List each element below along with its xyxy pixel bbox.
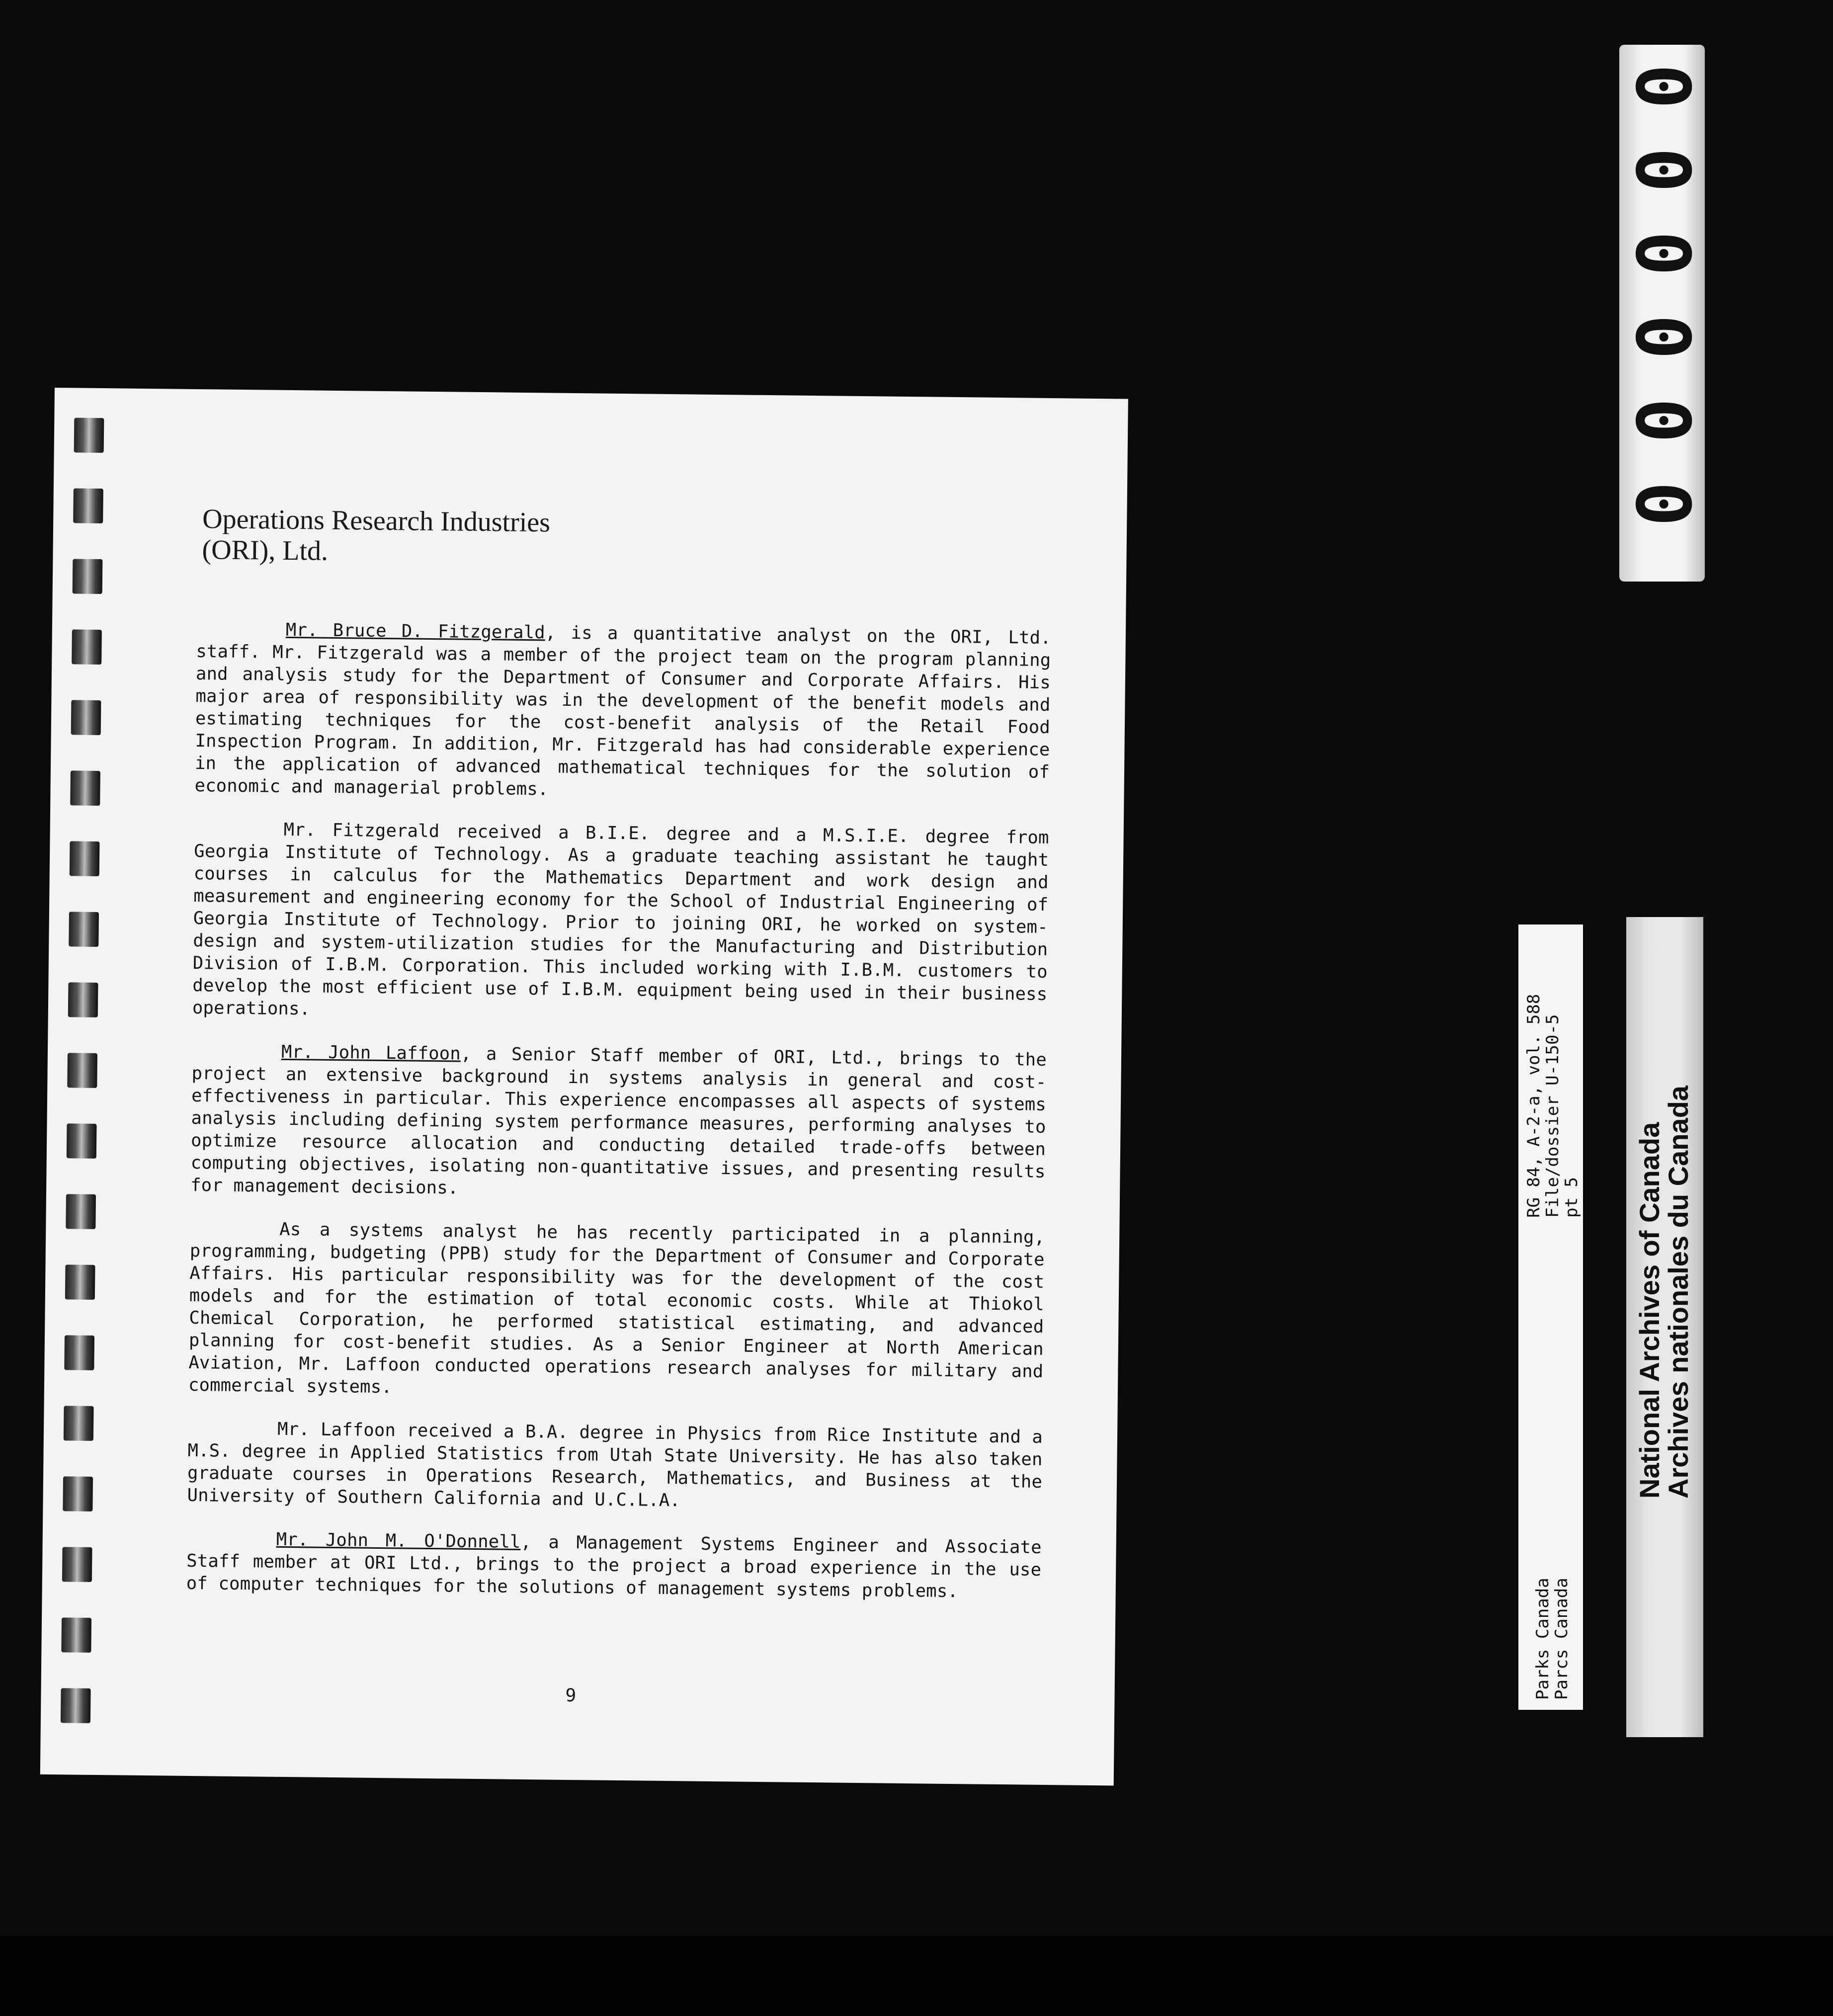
binding-coil [74, 418, 104, 453]
agency-label: Parcs Canada [1552, 1578, 1572, 1700]
person-name: Mr. John M. O'Donnell [276, 1529, 521, 1552]
paragraph-text: , is a quantitative analyst on the ORI, Ltd. staff. Mr. Fitzgerald was a member of the project team on the program planning and analysis study for the Department of Consumer and Corporate Affairs. His major area of responsibility was in the development of the benefit models and estimating techniques for the cost-benefit analysis of the Retail Food Inspection Program. In addition, Mr. Fitzgerald has had considerable experience in the application of advanced mathematical techniques for the solution of economic and managerial problems. [194, 622, 1052, 800]
paragraph [192, 818, 1049, 1028]
paragraph [187, 1417, 1043, 1515]
binding-coil [63, 1476, 93, 1512]
paragraph [190, 1040, 1047, 1205]
counter-digit: 0 [1619, 398, 1705, 443]
binding-coil [67, 1053, 97, 1088]
file-reference-line: File/dossier U-150-5 [1543, 1014, 1563, 1218]
document-page [40, 388, 1128, 1785]
paragraph-text: Mr. Laffoon received a B.A. degree in Physics from Rice Institute and a M.S. degree in Applied Statistics from Utah State University. He has also taken graduate courses in Operations Research, Mathematics, and Business at the University of Southern California and U.C.L.A. [187, 1419, 1043, 1511]
file-reference-line: RG 84, A-2-a, vol. 588 [1524, 994, 1544, 1218]
binding-coil [67, 1123, 97, 1159]
microfilm-bottom-edge [0, 1936, 1833, 2016]
binding-coil [72, 629, 102, 665]
paragraph-text: Mr. Fitzgerald received a B.I.E. degree and a M.S.I.E. degree from Georgia Institute of Technology. As a graduate teaching assistant he taught courses in calculus for the Mathematics Department and work design and measurement and engineering economy for the School of Industrial Engineering of Georgia Institute of Technology. Prior to joining ORI, he worked on system-design and system-utilization studies for the Manufacturing and Distribution Division of I.B.M. Corporation. This included working with I.B.M. customers to develop the most efficient use of I.B.M. equipment being used in their business operations. [192, 819, 1049, 1019]
archives-name: Archives nationales du Canada [1663, 1086, 1694, 1499]
binding-coil [64, 1335, 94, 1370]
binding-coil [65, 1264, 95, 1300]
paragraph [194, 618, 1051, 806]
binding-coil [73, 488, 103, 523]
spiral-binding [45, 418, 114, 1750]
binding-coil [62, 1547, 92, 1582]
counter-digit: 0 [1619, 481, 1705, 527]
binding-coil [61, 1617, 91, 1653]
paragraph [188, 1217, 1045, 1405]
binding-coil [70, 770, 100, 806]
page-number: 9 [565, 1685, 577, 1706]
archives-label [1626, 917, 1703, 1737]
file-reference-label [1518, 924, 1583, 1710]
counter-digit: 0 [1619, 231, 1705, 276]
archives-name: National Archives of Canada [1634, 1122, 1665, 1499]
paragraph [186, 1527, 1042, 1603]
counter-digit: 0 [1619, 64, 1705, 109]
paragraph-text: , a Management Systems Engineer and Associate Staff member at ORI Ltd., brings to the project a broad experience in the use of computer techniques for the solutions of management systems problems. [186, 1531, 1042, 1602]
binding-coil [69, 912, 99, 947]
title-line: Operations Research Industries [202, 504, 551, 538]
file-reference-line: pt 5 [1562, 1177, 1582, 1218]
paragraph-text: , a Senior Staff member of ORI, Ltd., brings to the project an extensive background in systems analysis in general and cost-effectiveness in particular. This experience encompasses all aspects of systems analysis including defining system performance measures, performing analyses to optimize resource allocation and conducting detailed trade-offs between computing objectives, isolating non-quantitative issues, and presenting results for management decisions. [190, 1043, 1047, 1198]
title-line: (ORI), Ltd. [202, 534, 329, 567]
counter-digit: 0 [1619, 314, 1705, 360]
binding-coil [73, 559, 103, 594]
body-text [186, 618, 1051, 1624]
person-name: Mr. Bruce D. Fitzgerald [285, 619, 546, 643]
frame-counter [1619, 45, 1705, 582]
binding-coil [64, 1406, 94, 1441]
person-name: Mr. John Laffoon [281, 1041, 461, 1064]
binding-coil [66, 1194, 96, 1229]
agency-label: Parks Canada [1533, 1578, 1553, 1700]
binding-coil [61, 1688, 91, 1723]
binding-coil [68, 982, 98, 1017]
counter-digit: 0 [1619, 147, 1705, 193]
binding-coil [71, 700, 101, 735]
page-title [202, 504, 550, 569]
paragraph-text: As a systems analyst he has recently participated in a planning, programming, budgeting (PPB) study for the Department of Consumer and Corporate Affairs. His particular responsibility was for the development of the cost models and for the estimation of total economic costs. While at Thiokol Chemical Corporation, he performed statistical estimating, and advanced planning for cost-benefit studies. As a Senior Engineer at North American Aviation, Mr. Laffoon conducted operations research analyses for military and commercial systems. [188, 1219, 1045, 1398]
binding-coil [70, 841, 100, 876]
